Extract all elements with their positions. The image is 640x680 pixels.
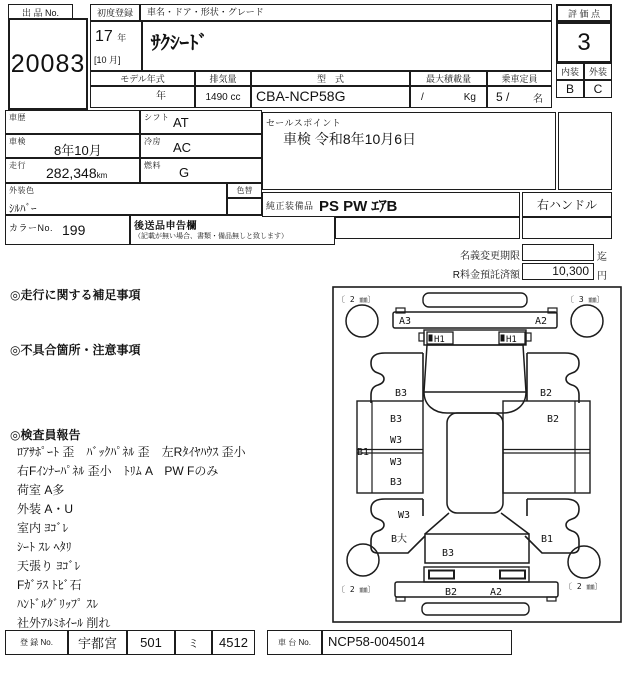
windshield	[424, 392, 526, 413]
diagram-damage-label: 〔 3 ㎜〕	[566, 295, 605, 304]
reg-no-label: 登 録 No.	[5, 630, 68, 655]
hood-outline	[424, 345, 526, 392]
inspector-report-line: Fｶﾞﾗｽ ﾄﾋﾞ石	[17, 578, 82, 592]
recycle-unit: 円	[597, 271, 607, 282]
history-label: 車歴	[9, 113, 26, 122]
tailgate	[425, 534, 529, 563]
model-code-value: CBA-NCP58G	[251, 86, 410, 108]
model-code-label: 型 式	[251, 71, 410, 86]
mileage-value: 282,348km	[46, 165, 108, 181]
diagram-damage-label: B2	[445, 587, 458, 598]
diagram-damage-label: 〔 2 ㎜〕	[337, 585, 376, 594]
fuel-cell	[140, 158, 262, 183]
reg-class: 501	[127, 630, 175, 655]
defects-title: ◎不具合箇所・注意事項	[10, 343, 141, 357]
inspector-report-line: 社外ｱﾙﾐﾎｲｰﾙ 削れ	[17, 616, 111, 630]
rear-bumper-tab-left	[396, 597, 405, 601]
sales-point-value: 車検 令和8年10月6日	[283, 131, 417, 147]
first-reg-month: [10 月]	[94, 55, 121, 65]
model-year-value: 年	[90, 86, 195, 108]
capacity-number: 5 /	[496, 90, 510, 104]
chassis-no: NCP58-0045014	[322, 630, 512, 655]
inspector-report-line: 外装 A・U	[17, 502, 74, 516]
fuel-label: 燃料	[144, 161, 161, 170]
shift-label: シフト	[144, 113, 170, 122]
grille-tab-left	[419, 333, 424, 341]
front-bumper	[393, 312, 557, 328]
damage-diagram	[332, 286, 622, 623]
sales-point-cell	[262, 112, 556, 190]
color-value: ｼﾙﾊﾞｰ	[9, 203, 37, 215]
color-cell	[5, 183, 227, 215]
first-reg-label: 初度登録	[90, 4, 140, 21]
fuel-value: G	[179, 165, 190, 180]
color-label: 外装色	[9, 186, 35, 195]
roof-panel	[447, 413, 503, 513]
displacement-value: 1490 cc	[195, 86, 251, 108]
capacity-label: 乗車定員	[487, 71, 552, 86]
diagram-border	[333, 287, 621, 622]
headlight-mark-right	[501, 335, 505, 342]
later-items-note: （記載が無い場合、書類・備品無しと致します）	[134, 233, 288, 240]
diagram-damage-label: A2	[535, 316, 548, 327]
diagram-damage-label: A2	[490, 587, 503, 598]
tail-lamp-left	[429, 571, 454, 579]
max-load-value	[410, 86, 487, 108]
headlight-mark-left	[429, 335, 433, 342]
diagram-damage-label: A3	[399, 316, 412, 327]
reg-region: 宇都宮	[68, 630, 127, 655]
max-load-unit: Kg	[463, 91, 476, 103]
model-year-label: モデル年式	[90, 71, 195, 86]
mileage-label: 走行	[9, 161, 26, 170]
shift-value: AT	[173, 115, 189, 130]
shift-cell	[140, 110, 262, 134]
inspection-value: 8年10月	[54, 143, 102, 158]
interior-label: 内装	[556, 63, 584, 80]
inspection-label: 車検	[9, 137, 26, 146]
later-items-cell	[130, 215, 335, 245]
tire-front-right	[571, 305, 603, 337]
sales-point-label: セールスポイント	[266, 118, 342, 128]
diagram-damage-label: B1	[357, 447, 370, 458]
diagram-damage-label: B2	[540, 388, 553, 399]
equipment-value: PS PW ｴｱB	[319, 198, 398, 215]
equipment-label: 純正装備品	[266, 201, 314, 211]
tail-lamp-bar	[424, 567, 529, 582]
transfer-deadline-box	[522, 244, 594, 261]
grille-tab-right	[526, 333, 531, 341]
diagram-damage-label: 〔 2 ㎜〕	[337, 295, 376, 304]
inspector-report-line: ﾛｱｻﾎﾟｰﾄ 歪 ﾊﾞｯｸﾊﾟﾈﾙ 歪 左Rﾀｲﾔﾊｳｽ 歪小	[17, 445, 246, 459]
exterior-label: 外装	[584, 63, 612, 80]
equipment-cell	[262, 192, 520, 217]
car-name-label: 車名・ドア・形状・グレード	[140, 4, 552, 21]
inspection-cell	[5, 134, 140, 158]
first-reg-value	[90, 21, 142, 71]
rear-bumper	[395, 582, 558, 597]
score-label: 評 価 点	[556, 4, 612, 22]
diagram-damage-label: B2	[547, 414, 560, 425]
later-items-label: 後送品申告欄	[134, 221, 197, 232]
capacity-unit: 名	[533, 93, 543, 105]
inspector-report-line: 室内 ﾖｺﾞﾚ	[17, 521, 69, 535]
tire-rear-right	[568, 546, 600, 578]
handle-cell: 右ハンドル	[522, 192, 612, 217]
mileage-cell	[5, 158, 140, 183]
tire-front-left	[346, 305, 378, 337]
auction-no-value: 20083	[8, 18, 88, 110]
displacement-label: 排気量	[195, 71, 251, 86]
diagram-damage-label: B3	[442, 548, 455, 559]
damage-diagram-svg	[332, 286, 622, 623]
first-reg-year: 17 年	[95, 28, 127, 45]
equipment-extra-cell	[335, 217, 520, 239]
mileage-notes-title: ◎走行に関する補足事項	[10, 288, 141, 302]
transfer-deadline-suffix: 迄	[597, 252, 607, 263]
diagram-damage-label: B3	[390, 414, 403, 425]
diagram-damage-label: H1	[434, 335, 445, 345]
diagram-damage-label: W3	[390, 457, 403, 468]
color-change-label: 色替	[227, 183, 262, 198]
rear-bottom-trim	[422, 603, 529, 615]
ac-value: AC	[173, 140, 192, 155]
inspector-report-list	[17, 443, 332, 633]
color-change-value	[227, 198, 262, 215]
diagram-damage-label: B3	[390, 477, 403, 488]
handle-extra-cell	[522, 217, 612, 239]
car-name-value: ｻｸｼｰﾄﾞ	[142, 21, 552, 71]
inspector-report-line: 荷室 A多	[17, 483, 65, 497]
chassis-label: 車 台 No.	[267, 630, 322, 655]
tail-lamp-right	[500, 571, 525, 579]
right-empty-box	[558, 112, 612, 190]
inspector-report-line: ｼｰﾄ ｽﾚ ﾍﾀﾘ	[17, 540, 72, 554]
diagram-damage-label: W3	[390, 435, 403, 446]
diagram-damage-label: H1	[506, 335, 517, 345]
inspector-title: ◎検査員報告	[10, 428, 81, 442]
history-cell	[5, 110, 140, 134]
capacity-value	[487, 86, 552, 108]
score-value: 3	[556, 22, 612, 63]
diagram-damage-label: 〔 2 ㎜〕	[564, 582, 603, 591]
inspector-report-line: 右Fｲﾝﾅｰﾊﾟﾈﾙ 歪小 ﾄﾘﾑ A PW Fのみ	[17, 464, 219, 478]
recycle-label: R料金預託済額	[452, 270, 520, 281]
interior-grade: B	[556, 80, 584, 98]
color-no-label: カラーNo.	[9, 223, 54, 233]
inspector-report-line: 天張り ﾖｺﾞﾚ	[17, 559, 81, 573]
color-no-cell	[5, 215, 130, 245]
rear-bumper-tab-right	[547, 597, 556, 601]
ac-cell	[140, 134, 262, 158]
diagram-damage-label: B大	[391, 534, 408, 545]
recycle-box: 10,300	[522, 263, 594, 280]
ac-label: 冷房	[144, 137, 161, 146]
reg-number: 4512	[212, 630, 255, 655]
max-load-slash: /	[421, 91, 424, 103]
rear-window-lines	[425, 513, 529, 534]
diagram-damage-label: B1	[541, 534, 554, 545]
reg-kana: ミ	[175, 630, 212, 655]
color-no-value: 199	[62, 222, 86, 238]
fender-front-right	[527, 353, 579, 403]
max-load-label: 最大積載量	[410, 71, 487, 86]
auction-no-label: 出 品 No.	[8, 4, 73, 21]
transfer-deadline-label: 名義変更期限	[460, 251, 520, 262]
exterior-grade: C	[584, 80, 612, 98]
diagram-damage-label: B3	[395, 388, 408, 399]
diagram-damage-label: W3	[398, 510, 411, 521]
front-top-trim	[423, 293, 527, 307]
tire-rear-left	[347, 544, 379, 576]
inspector-report-line: ﾊﾝﾄﾞﾙｸﾞﾘｯﾌﾟ ｽﾚ	[17, 597, 99, 611]
